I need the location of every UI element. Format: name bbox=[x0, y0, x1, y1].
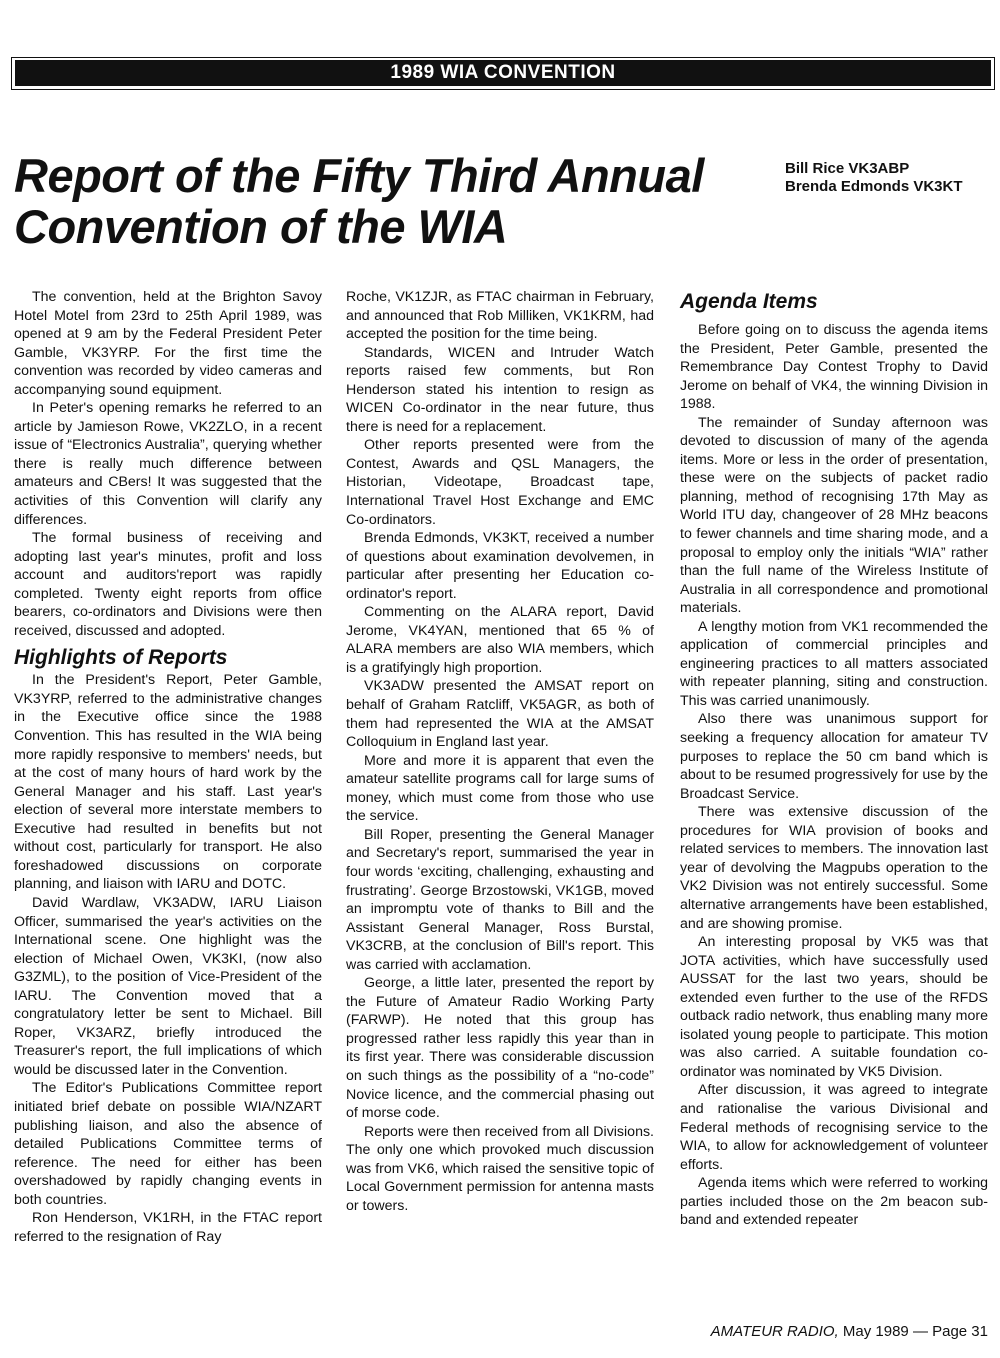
paragraph: Commenting on the ALARA report, David Jerome, VK4YAN, mentioned that 65 % of ALARA members are also WIA members, which is a gratifyingly high proportion. bbox=[346, 604, 654, 676]
paragraph: Other reports presented were from the Contest, Awards and QSL Managers, the Historian, Videotape, Broadcast tape, International Travel Host Exchange and EMC Co-ordinators. bbox=[346, 437, 654, 528]
paragraph: Standards, WICEN and Intruder Watch reports raised few comments, but Ron Henderson stated his intention to resign as WICEN Co-ordinator in the near future, thus there is need for a replacement. bbox=[346, 344, 654, 435]
paragraph: An interesting proposal by VK5 was that JOTA activities, which have successfully used AUSSAT for the last two years, should be extended even further to the use of the RFDS outback radio network, thus enabling many more isolated young people to participate. This motion was also carried. A suitable foundation co-ordinator was nominated by VK5 Division. bbox=[680, 934, 988, 1080]
paragraph: Reports were then received from all Divisions. The only one which provoked much discussion was from VK6, which raised the sensitive topic of Local Government permission for antenna masts or towers. bbox=[346, 1123, 654, 1214]
text-column-3 bbox=[680, 288, 988, 1230]
author-line: Brenda Edmonds VK3KT bbox=[785, 178, 963, 195]
paragraph: Also there was unanimous support for seeking a frequency allocation for amateur TV purposes to replace the 50 cm band which is about to be resumed progressively for use by the Broadcast Service. bbox=[680, 711, 988, 802]
text-column-1 bbox=[14, 288, 322, 1246]
paragraph: Before going on to discuss the agenda items the President, Peter Gamble, presented the Remembrance Day Contest Trophy to David Jerome on behalf of VK4, the winning Division in 1988. bbox=[680, 322, 988, 413]
paragraph: In the President's Report, Peter Gamble, VK3YRP, referred to the administrative changes in the Executive office since the 1988 Convention. This has resulted in the WIA being more rapidly responsive to members' needs, but at the cost of many hours of hard work by the General Manager and his staff. Last year's election of several more interstate members to Executive had resulted in benefits but not without cost, particularly for transport. He also foreshadowed discussions on corporate planning, and liaison with IARU and DOTC. bbox=[14, 672, 322, 893]
paragraph: Bill Roper, presenting the General Manager and Secretary's report, summarised the year in four words ‘exciting, challenging, exhausting and frustrating’. George Brzostowski, VK1GB, moved an impromptu vote of thanks to Bill and the Assistant General Manager, Ross Burstal, VK3CRB, at the conclusion of Bill's report. This was carried with acclamation. bbox=[346, 826, 654, 973]
text-column-2 bbox=[346, 288, 654, 1215]
section-banner bbox=[15, 60, 991, 86]
paragraph: Roche, VK1ZJR, as FTAC chairman in February, and announced that Rob Milliken, VK1KRM, had accepted the position for the time being. bbox=[346, 289, 654, 343]
paragraph: In Peter's opening remarks he referred to an article by Jamieson Rowe, VK2ZLO, in a recent issue of “Electronics Australia”, querying whether there is really much difference between amateurs and CBers! It was suggested that the activities of this Convention will clarify any differences. bbox=[14, 400, 322, 528]
issue-page: May 1989 — Page 31 bbox=[838, 1323, 988, 1340]
paragraph: Agenda items which were referred to working parties included those on the 2m beacon sub-band and extended repeater bbox=[680, 1175, 988, 1229]
paragraph: The remainder of Sunday afternoon was devoted to discussion of many of the agenda items. More or less in the order of presentation, these were on the subjects of packet radio planning, method of recognising 17th May as World ITU day, changeover of 28 MHz beacons to fewer channels and time sharing mode, and a proposal to employ only the initials “WIA” rather than the full name of the Wireless Institute of Australia in all correspondence and promotional materials. bbox=[680, 414, 988, 617]
paragraph: David Wardlaw, VK3ADW, IARU Liaison Officer, summarised the year's activities on the International scene. One highlight was the election of Michael Owen, VK3KI, (now also G3ZML), to the position of Vice-President of the IARU. The Convention moved that a congratulatory letter be sent to Michael. Bill Roper, VK3ARZ, briefly introduced the Treasurer's report, the full implications of which would be discussed later in the Convention. bbox=[14, 894, 322, 1078]
publication-name: AMATEUR RADIO, bbox=[710, 1323, 839, 1340]
paragraph: A lengthy motion from VK1 recommended the application of commercial principles and engineering practices to all matters associated with repeater planning, siting and construction. This was carried unanimously. bbox=[680, 618, 988, 709]
paragraph: More and more it is apparent that even the amateur satellite programs call for large sums of money, which must come from those who use the service. bbox=[346, 752, 654, 825]
paragraph: Brenda Edmonds, VK3KT, received a number of questions about examination devolvemen, in particular after presenting her Education co-ordinator's report. bbox=[346, 530, 654, 602]
article-title: Report of the Fifty Third Annual Convention of the WIA bbox=[14, 149, 704, 253]
paragraph: After discussion, it was agreed to integrate and rationalise the various Divisional and Federal methods of recognising service to the WIA, to allow for acknowledgement of volunteer efforts. bbox=[680, 1082, 988, 1173]
section-heading: Agenda Items bbox=[680, 290, 818, 313]
paragraph: The formal business of receiving and adopting last year's minutes, profit and loss account and auditors'report was rapidly completed. Twenty eight reports from office bearers, co-ordinators and Divisions were then received, discussed and adopted. bbox=[14, 530, 322, 639]
section-heading: Highlights of Reports bbox=[14, 646, 228, 670]
paragraph: Ron Henderson, VK1RH, in the FTAC report referred to the resignation of Ray bbox=[14, 1210, 322, 1245]
banner-title: 1989 WIA CONVENTION bbox=[390, 62, 616, 83]
paragraph: VK3ADW presented the AMSAT report on behalf of Graham Ratcliff, VK5AGR, as both of them had represented the WIA at the AMSAT Colloquium in England last year. bbox=[346, 678, 654, 751]
page-footer bbox=[711, 1323, 988, 1340]
paragraph: There was extensive discussion of the procedures for WIA provision of books and related services to members. The innovation last year of devolving the Magpubs operation to the VK2 Division was not entirely successful. Some alternative arrangements have been established, and are showing promise. bbox=[680, 804, 988, 932]
article-authors bbox=[785, 160, 995, 196]
author-line: Bill Rice VK3ABP bbox=[785, 160, 910, 177]
paragraph: The Editor's Publications Committee report initiated brief debate on possible WIA/NZART publishing liaison, and also the absence of detailed Publications Committee terms of reference. The need for either has been overshadowed by rapidly changing events in both countries. bbox=[14, 1080, 322, 1208]
paragraph: George, a little later, presented the report by the Future of Amateur Radio Working Party (FARWP). He noted that this group has progressed rather less rapidly this year than in its first year. There was considerable discussion on such things as the possibility of a “no-code” Novice licence, and the commercial phasing out of morse code. bbox=[346, 975, 654, 1122]
paragraph: The convention, held at the Brighton Savoy Hotel Motel from 23rd to 25th April 1989, was opened at 9 am by the Federal President Peter Gamble, VK3YRP. For the first time the convention was recorded by video cameras and accompanying sound equipment. bbox=[14, 289, 322, 398]
